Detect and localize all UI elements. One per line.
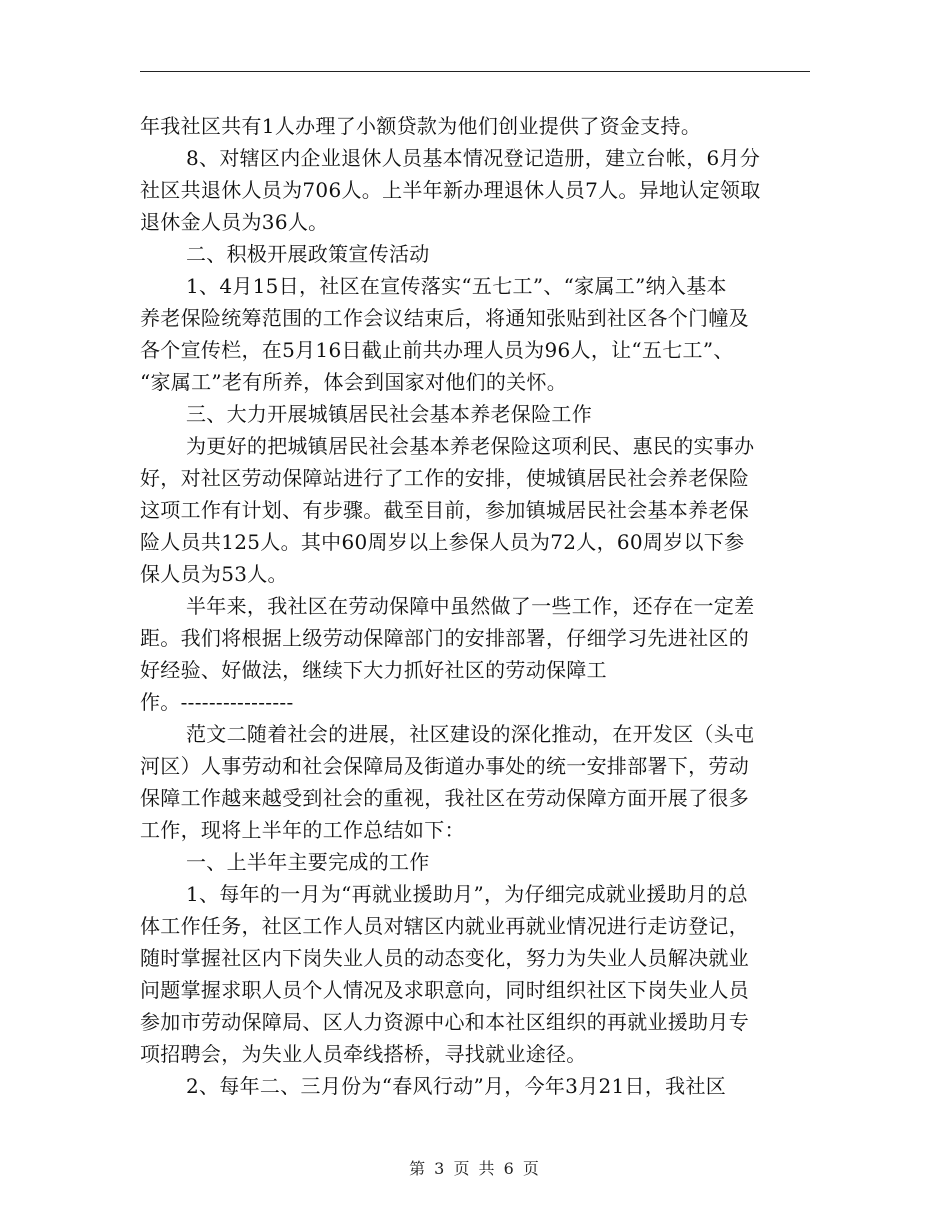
text-line: 二、积极开展政策宣传活动 — [186, 242, 430, 266]
text-line: 社区共退休人员为706人。上半年新办理退休人员7人。异地认定领取 — [140, 178, 761, 202]
text-line: 年我社区共有1人办理了小额贷款为他们创业提供了资金支持。 — [140, 114, 702, 138]
text-line: 随时掌握社区内下岗失业人员的动态变化，努力为失业人员解决就业 — [140, 946, 749, 970]
text-line: 保人员为53人。 — [140, 562, 288, 586]
text-line: 一、上半年主要完成的工作 — [186, 850, 430, 874]
text-line: 参加市劳动保障局、区人力资源中心和本社区组织的再就业援助月专 — [140, 1010, 749, 1034]
text-line: 1、每年的一月为“再就业援助月”，为仔细完成就业援助月的总 — [186, 882, 748, 906]
text-line: 好，对社区劳动保障站进行了工作的安排，使城镇居民社会养老保险 — [140, 466, 749, 490]
text-line: 8、对辖区内企业退休人员基本情况登记造册，建立台帐，6月分 — [186, 146, 761, 170]
text-line: 距。我们将根据上级劳动保障部门的安排部署，仔细学习先进社区的 — [140, 626, 749, 650]
text-line: 1、4月15日，社区在宣传落实“五七工”、“家属工”纳入基本 — [186, 274, 727, 298]
text-line: “家属工”老有所养，体会到国家对他们的关怀。 — [140, 370, 568, 394]
text-line: 这项工作有计划、有步骤。截至目前，参加镇城居民社会基本养老保 — [140, 498, 749, 522]
text-line: 体工作任务，社区工作人员对辖区内就业再就业情况进行走访登记， — [140, 914, 749, 938]
text-line: 好经验、好做法，继续下大力抓好社区的劳动保障工 — [140, 658, 607, 682]
text-line: 范文二随着社会的进展，社区建设的深化推动，在开发区（头屯 — [186, 722, 755, 746]
text-line: 河区）人事劳动和社会保障局及街道办事处的统一安排部署下，劳动 — [140, 754, 749, 778]
text-line: 养老保险统筹范围的工作会议结束后，将通知张贴到社区各个门幢及 — [140, 306, 749, 330]
text-line: 退休金人员为36人。 — [140, 210, 329, 234]
text-line: 险人员共125人。其中60周岁以上参保人员为72人，60周岁以下参 — [140, 530, 745, 554]
text-line: 工作，现将上半年的工作总结如下： — [140, 818, 465, 842]
text-line: 作。---------------- — [140, 690, 294, 714]
text-line: 保障工作越来越受到社会的重视，我社区在劳动保障方面开展了很多 — [140, 786, 749, 810]
text-line: 各个宣传栏，在5月16日截止前共办理人员为96人，让“五七工”、 — [140, 338, 734, 362]
text-line: 2、每年二、三月份为“春风行动”月，今年3月21日，我社区 — [186, 1074, 727, 1098]
text-line: 项招聘会，为失业人员牵线搭桥，寻找就业途径。 — [140, 1042, 587, 1066]
text-line: 半年来，我社区在劳动保障中虽然做了一些工作，还存在一定差 — [186, 594, 755, 618]
page-footer: 第 3 页 共 6 页 — [409, 1159, 541, 1178]
text-line: 问题掌握求职人员个人情况及求职意向，同时组织社区下岗失业人员 — [140, 978, 749, 1002]
header-rule — [140, 71, 810, 72]
text-line: 为更好的把城镇居民社会基本养老保险这项利民、惠民的实事办 — [186, 434, 755, 458]
text-line: 三、大力开展城镇居民社会基本养老保险工作 — [186, 402, 592, 426]
